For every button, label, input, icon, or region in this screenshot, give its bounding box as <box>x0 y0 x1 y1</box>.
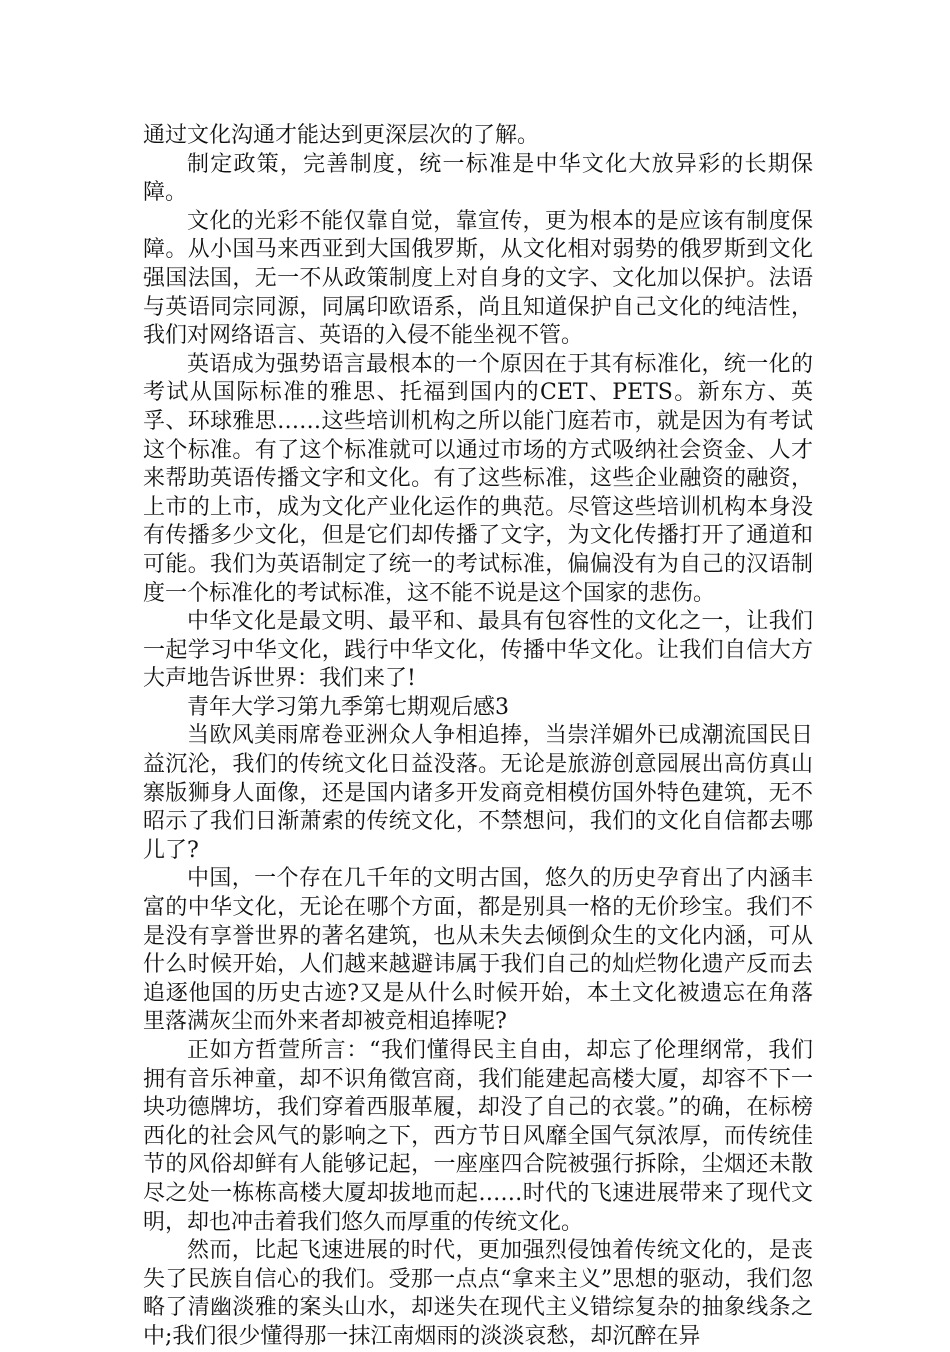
paragraph-quote: 正如方哲萱所言：“我们懂得民主自由，却忘了伦理纲常，我们拥有音乐神童，却不识角徵宫商，我们能建起高楼大厦，却容不下一块功德牌坊，我们穿着西服革履，却没了自己的衣裳。”的确，在标榜西化的社会风气的影响之下，西方节日风靡全国气氛浓厚，而传统佳节的风俗却鲜有人能够记起，一座座四合院被强行拆除，尘烟还未散尽之处一栋栋高楼大厦却拔地而起……时代的飞速进展带来了现代文明，却也冲击着我们悠久而厚重的传统文化。 <box>143 1038 813 1235</box>
paragraph-western-influence: 当欧风美雨席卷亚洲众人争相追捧，当崇洋媚外已成潮流国民日益沉沦，我们的传统文化日益没落。无论是旅游创意园展出高仿真山寨版狮身人面像，还是国内诸多开发商竞相模仿国外特色建筑，无不昭示了我们日渐萧索的传统文化，不禁想问，我们的文化自信都去哪儿了? <box>143 723 813 863</box>
paragraph-ancient-china: 中国，一个存在几千年的文明古国，悠久的历史孕育出了内涵丰富的中华文化，无论在哪个方面，都是别具一格的无价珍宝。我们不是没有享誉世界的著名建筑，也从未失去倾倒众生的文化内涵，可从什么时候开始，人们越来越避讳属于我们自己的灿烂物化遗产反而去追逐他国的历史古迹?又是从什么时候开始，本土文化被遗忘在角落里落满灰尘而外来者却被竞相追捧呢? <box>143 866 813 1035</box>
paragraph-continued: 通过文化沟通才能达到更深层次的了解。 <box>143 123 540 148</box>
paragraph-self-confidence: 然而，比起飞速进展的时代，更加强烈侵蚀着传统文化的，是丧失了民族自信心的我们。受那一点点“拿来主义”思想的驱动，我们忽略了清幽淡雅的案头山水，却迷失在现代主义错综复杂的抽象线条之中;我们很少懂得那一抹江南烟雨的淡淡哀愁，却沉醉在异 <box>143 1238 813 1349</box>
paragraph-institution: 文化的光彩不能仅靠自觉，靠宣传，更为根本的是应该有制度保障。从小国马来西亚到大国俄罗斯，从文化相对弱势的俄罗斯到文化强国法国，无一不从政策制度上对自身的文字、文化加以保护。法语与英语同宗同源，同属印欧语系，尚且知道保护自己文化的纯洁性，我们对网络语言、英语的入侵不能坐视不管。 <box>143 208 813 349</box>
paragraph-english-standard: 英语成为强势语言最根本的一个原因在于其有标准化，统一化的考试从国际标准的雅思、托福到国内的CET、PETS。新东方、英孚、环球雅思……这些培训机构之所以能门庭若市，就是因为有考试这个标准。有了这个标准就可以通过市场的方式吸纳社会资金、人才来帮助英语传播文字和文化。有了这些标准，这些企业融资的融资，上市的上市，成为文化产业化运作的典范。尽管这些培训机构本身没有传播多少文化，但是它们却传播了文字，为文化传播打开了通道和可能。我们为英语制定了统一的考试标准，偏偏没有为自己的汉语制度一个标准化的考试标准，这不能不说是这个国家的悲伤。 <box>143 351 813 606</box>
section-title: 青年大学习第九季第七期观后感3 <box>187 694 509 720</box>
paragraph-conclusion: 中华文化是最文明、最平和、最具有包容性的文化之一，让我们一起学习中华文化，践行中华文化，传播中华文化。让我们自信大方大声地告诉世界：我们来了! <box>143 609 813 692</box>
document-page <box>143 122 813 1352</box>
paragraph-policy-heading: 制定政策，完善制度，统一标准是中华文化大放异彩的长期保障。 <box>143 151 813 206</box>
